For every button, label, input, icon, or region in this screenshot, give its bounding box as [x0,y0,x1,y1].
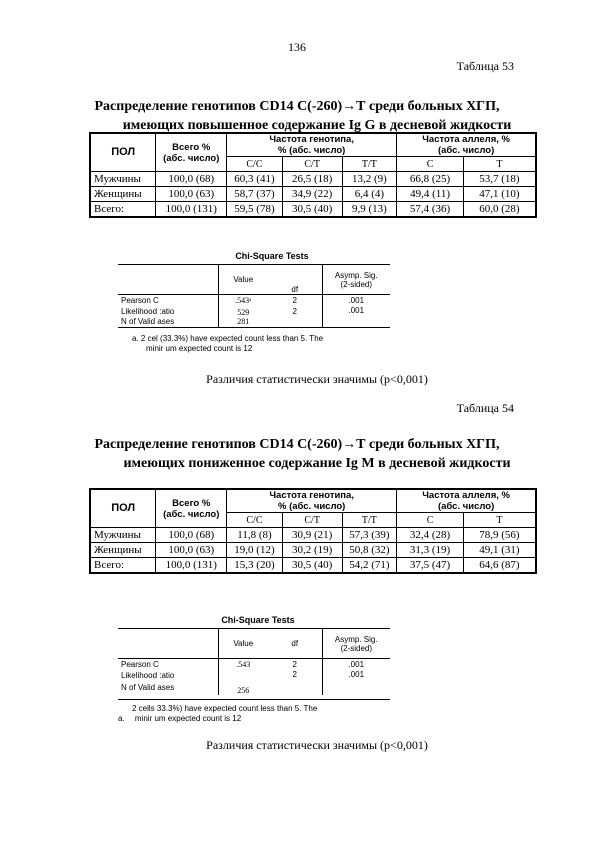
chi-value: 529 [237,307,250,317]
chi-table-bottom-rule [118,699,390,700]
chi-row-label: N of Valid ases [118,681,218,695]
cell: 54,2 (71) [342,558,397,574]
conclusion-54: Различия статистически значимы (p<0,001) [206,738,428,752]
chi-col-value: Value [218,629,268,659]
table-54-title [0,435,594,473]
chi-df: 2 [292,295,297,305]
header-ct: C/T [282,513,342,528]
chi-df: 2 [292,669,297,679]
cell: 49,4 (11) [397,187,464,202]
header-sex: ПОЛ [90,489,156,528]
table-row [90,202,536,218]
cell: 50,8 (32) [342,543,397,558]
cell: 9,9 (13) [342,202,397,218]
table-row [90,528,536,543]
cell: 58,7 (37) [227,187,283,202]
cell: 100,0 (63) [156,543,227,558]
chi-sig: .001 [322,659,390,670]
chi-row-label: Likelihood :atio [118,670,218,681]
row-label: Женщины [90,187,156,202]
cell: 59,5 (78) [227,202,283,218]
page-number: 136 [288,40,306,54]
footnote-line1: 2 cells 33.3%) have expected count less than 5. The [132,704,318,713]
row-label: Женщины [90,543,156,558]
table-row [90,172,536,187]
table-54-title-line1: Распределение генотипов CD14 С(-260)→Т среди больных ХГП, [94,437,500,452]
row-label: Всего: [90,558,156,574]
cell: 57,3 (39) [342,528,397,543]
header-ct: C/T [282,157,342,172]
chi-col-sig: Asymp. Sig. (2-sided) [322,629,390,659]
cell: 66,8 (25) [397,172,464,187]
chi-sig [322,681,390,695]
header-allele: Частота аллеля, % (абс. число) [397,489,536,513]
table-54-label: Таблица 54 [456,401,514,415]
chi-sig: .001 [322,306,390,317]
cell: 15,3 (20) [227,558,283,574]
chi-value: 281 [218,317,268,328]
table-row [90,543,536,558]
table-54-title-line2: имеющих пониженное содержание Ig M в десневой жидкости [123,456,511,471]
cell: 49,1 (31) [463,543,536,558]
chi-square-title-53: Chi-Square Tests [235,251,309,261]
table-53-title [0,97,594,135]
chi-sig: .001 [322,295,390,306]
genotype-table-54 [89,488,537,574]
header-tt: T/T [342,157,397,172]
row-label: Всего: [90,202,156,218]
cell: 100,0 (68) [156,172,227,187]
chi-value: 256 [237,685,250,695]
chi-row-label: Likelihood :atio [118,306,218,317]
chi-value: .543ᵃ [235,295,252,305]
table-53-title-line2: имеющих повышенное содержание Ig G в десневой жидкости [122,118,512,133]
cell: 11,8 (8) [227,528,283,543]
cell: 47,1 (10) [463,187,536,202]
header-cc: C/C [227,157,283,172]
cell: 34,9 (22) [282,187,342,202]
cell: 60,3 (41) [227,172,283,187]
cell: 32,4 (28) [397,528,464,543]
cell: 30,5 (40) [282,202,342,218]
footnote-line2: minir um expected count is 12 [134,714,242,723]
chi-sig [322,317,390,328]
footnote-line1: 2 cel (33.3%) have expected count less than 5. The [140,334,324,343]
chi-df [268,681,322,695]
chi-footnote-53 [132,334,323,354]
header-c: C [397,513,464,528]
header-genotype: Частота генотипа, % (абс. число) [227,489,397,513]
header-total: Всего % (абс. число) [156,133,227,172]
chi-sig: .001 [322,670,390,681]
footnote-marker: a. [118,714,125,723]
chi-value: .543 [236,659,251,669]
cell: 13,2 (9) [342,172,397,187]
table-row [90,187,536,202]
header-c: C [397,157,464,172]
cell: 64,6 (87) [463,558,536,574]
chi-square-title-54: Chi-Square Tests [221,615,295,625]
cell: 78,9 (56) [463,528,536,543]
chi-df: 2 [292,306,297,316]
cell: 6,4 (4) [342,187,397,202]
footnote-marker: a. [132,334,139,343]
chi-col-sig: Asymp. Sig. (2-sided) [322,265,390,295]
header-cc: C/C [227,513,283,528]
table-53-label: Таблица 53 [456,59,514,73]
header-t: T [463,513,536,528]
table-53-title-line1: Распределение генотипов CD14 С(-260)→Т среди больных ХГП, [94,99,500,114]
header-tt: T/T [342,513,397,528]
chi-footnote-54 [118,704,317,724]
chi-df: 2 [292,659,297,669]
chi-col-value: Value [218,265,268,295]
cell: 100,0 (68) [156,528,227,543]
chi-row-label: Pearson C [118,659,218,670]
cell: 53,7 (18) [463,172,536,187]
header-sex: ПОЛ [90,133,156,172]
cell: 26,5 (18) [282,172,342,187]
chi-square-table-53 [118,264,390,328]
header-allele: Частота аллеля, % (абс. число) [397,133,536,157]
chi-df [268,317,322,328]
conclusion-53: Различия статистически значимы (p<0,001) [206,372,428,386]
genotype-table-53 [89,132,537,218]
cell: 30,5 (40) [282,558,342,574]
cell: 60,0 (28) [463,202,536,218]
footnote-line2: minir um expected count is 12 [146,344,253,353]
cell: 100,0 (131) [156,558,227,574]
cell: 100,0 (131) [156,202,227,218]
cell: 100,0 (63) [156,187,227,202]
cell: 37,5 (47) [397,558,464,574]
chi-col-df: df [268,629,322,659]
chi-row-label: N of Valid ases [118,317,218,328]
chi-square-table-54 [118,628,390,695]
cell: 19,0 (12) [227,543,283,558]
cell: 30,2 (19) [282,543,342,558]
cell: 57,4 (36) [397,202,464,218]
row-label: Мужчины [90,528,156,543]
cell: 31,3 (19) [397,543,464,558]
table-row [90,558,536,574]
row-label: Мужчины [90,172,156,187]
chi-col-df: df [268,265,322,295]
chi-value [218,670,268,681]
header-t: T [463,157,536,172]
header-genotype: Частота генотипа, % (абс. число) [227,133,397,157]
cell: 30,9 (21) [282,528,342,543]
header-total: Всего % (абс. число) [156,489,227,528]
chi-row-label: Pearson C [118,295,218,306]
